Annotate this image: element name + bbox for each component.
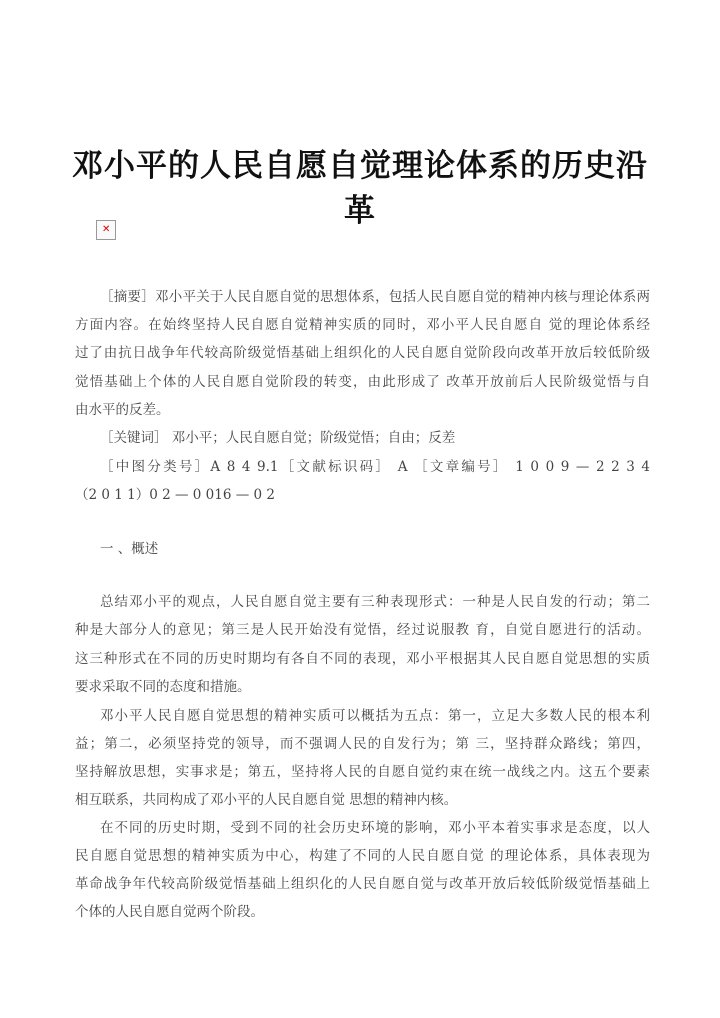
abstract-line: 由水平的反差。: [75, 402, 170, 418]
keywords: ［关键词］ 邓小平；人民自愿自觉；阶级觉悟；自由；反差: [100, 430, 456, 446]
abstract-line: 觉悟基础上个体的人民自愿自觉阶段的转变，由此形成了 改革开放前后人民阶级觉悟与自: [75, 374, 650, 390]
classification-line: （2 0 1 1）0 2 — 0 016 — 0 2: [75, 487, 275, 503]
paragraph-line: 益；第二，必须坚持党的领导，而不强调人民的自发行为；第 三，坚持群众路线；第四，: [75, 736, 650, 752]
paragraph-line: 革命战争年代较高阶级觉悟基础上组织化的人民自愿自觉与改革开放后较低阶级觉悟基础上: [75, 876, 650, 892]
section-heading: 一 、概述: [100, 541, 159, 557]
paragraph-line: 总结邓小平的观点，人民自愿自觉主要有三种表现形式：一种是人民自发的行动；第二: [100, 594, 650, 610]
paragraph-line: 要求采取不同的态度和措施。: [75, 679, 251, 695]
paragraph-line: 种是大部分人的意见；第三是人民开始没有觉悟，经过说服教 育，自觉自愿进行的活动。: [75, 622, 650, 638]
abstract-line: ［摘要］邓小平关于人民自愿自觉的思想体系，包括人民自愿自觉的精神内核与理论体系两: [100, 289, 650, 305]
paragraph-line: 这三种形式在不同的历史时期均有各自不同的表现，邓小平根据其人民自愿自觉思想的实质: [75, 651, 650, 667]
paragraph-line: 邓小平人民自愿自觉思想的精神实质可以概括为五点：第一，立足大多数人民的根本利: [100, 708, 650, 724]
paragraph-line: 民自愿自觉思想的精神实质为中心，构建了不同的人民自愿自觉 的理论体系，具体表现为: [75, 848, 650, 864]
paragraph-line: 相互联系，共同构成了邓小平的人民自愿自觉 思想的精神内核。: [75, 792, 458, 808]
paragraph-line: 在不同的历史时期，受到不同的社会历史环境的影响，邓小平本着实事求是态度，以人: [100, 820, 650, 836]
classification-line: ［中图分类号］A 8 4 9.1［文献标识码］ A ［文章编号］ 1 0 0 9 — 2 2 3 4: [100, 459, 650, 475]
paragraph-line: 个体的人民自愿自觉两个阶段。: [75, 904, 264, 920]
abstract-line: 方面内容。在始终坚持人民自愿自觉精神实质的同时，邓小平人民自愿自 觉的理论体系经: [75, 317, 650, 333]
broken-image-icon: ✕: [96, 220, 116, 240]
document-title: 邓小平的人民自愿自觉理论体系的历史沿革: [72, 148, 648, 229]
abstract-line: 过了由抗日战争年代较高阶级觉悟基础上组织化的人民自愿自觉阶段向改革开放后较低阶级: [75, 345, 650, 361]
paragraph-line: 坚持解放思想，实事求是；第五，坚持将人民的自愿自觉约束在统一战线之内。这五个要素: [75, 764, 650, 780]
